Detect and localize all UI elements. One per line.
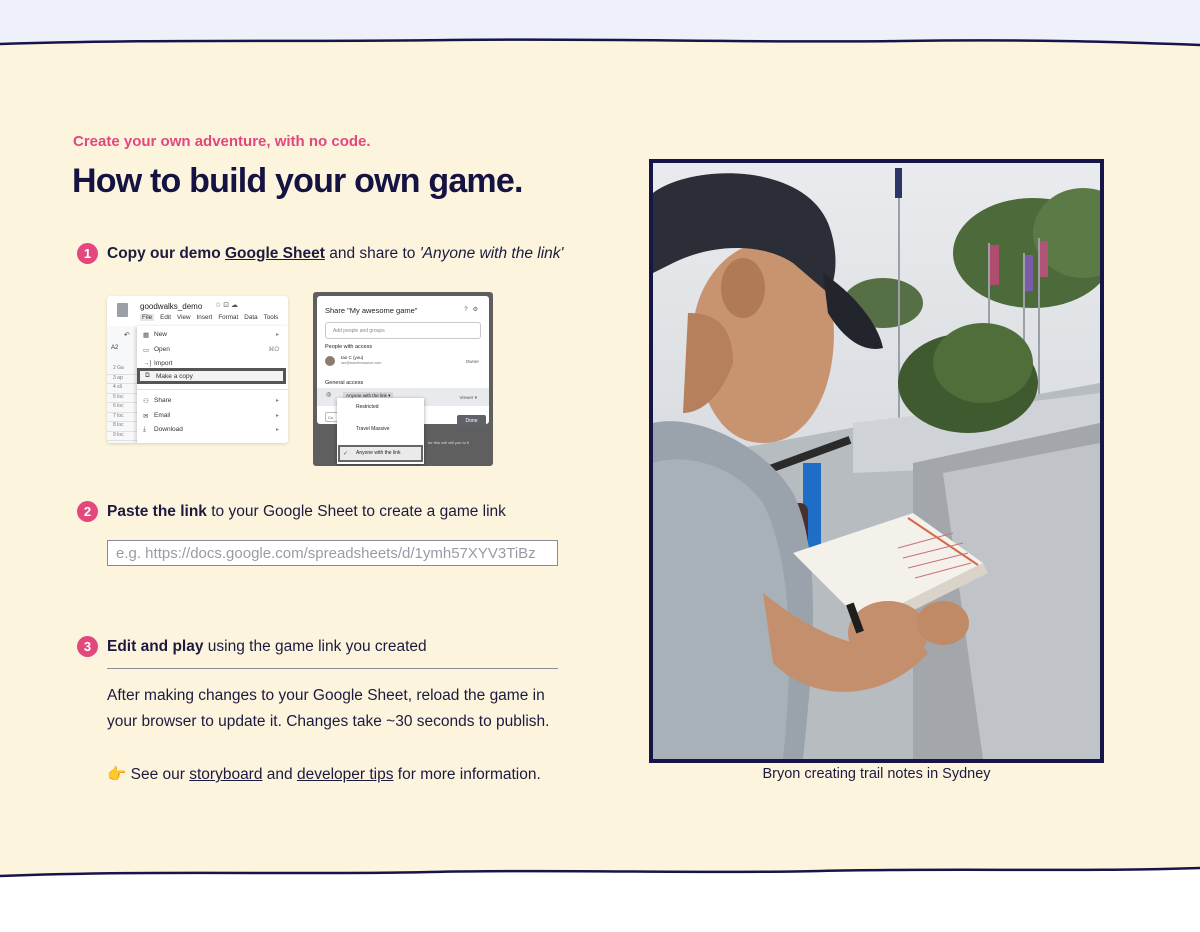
- more-info-middle: and: [266, 766, 293, 783]
- grid-row: 8 loc: [107, 422, 137, 432]
- grid-row: 4 sli: [107, 384, 137, 394]
- menu-tools: Tools: [263, 314, 279, 321]
- step-3-text: using the game link you created: [207, 637, 427, 655]
- step-1: [77, 243, 563, 264]
- file-menu: [137, 326, 288, 443]
- step-number-badge: 2: [77, 501, 98, 522]
- menu-item-import: →] Import: [143, 360, 173, 367]
- sheet-menubar: [140, 314, 278, 321]
- pointing-hand-icon: 👉: [107, 766, 127, 783]
- more-info-suffix: for more information.: [397, 766, 541, 783]
- background-text: for this cell will you to fi: [428, 440, 469, 445]
- menu-insert: Insert: [196, 314, 213, 321]
- people-with-access-label: People with access: [325, 344, 373, 350]
- grid-row: 5 loc: [107, 394, 137, 404]
- menu-edit: Edit: [160, 314, 172, 321]
- more-info: [107, 765, 541, 784]
- dropdown-item-anyone-with-link: Anyone with the link: [356, 450, 401, 456]
- grid-row: 3 ap: [107, 375, 137, 385]
- avatar: [325, 356, 335, 366]
- menu-item-open: ▭ Open ⌘O: [143, 346, 279, 354]
- copy-link-button: Co: [325, 412, 339, 422]
- cell-reference: A2: [111, 345, 119, 351]
- menu-item-email: ✉ Email ▸: [143, 412, 279, 420]
- dropdown-item-travel-massive: Travel Massive: [356, 426, 390, 432]
- doc-title-icons: ☆ ⊡ ☁: [215, 302, 239, 309]
- storyboard-link[interactable]: storyboard: [189, 766, 263, 783]
- step-1-italic: 'Anyone with the link': [419, 244, 564, 262]
- grid-row: 6 loc: [107, 403, 137, 413]
- trail-notes-photo: [649, 159, 1104, 763]
- owner-email: ian@travelmassive.com: [341, 361, 382, 365]
- viewer-select: Viewer ▾: [459, 395, 477, 400]
- sheet-menu-screenshot: [107, 296, 288, 443]
- menu-item-make-a-copy: ⧉ Make a copy: [137, 368, 286, 384]
- grid-row: 7 loc: [107, 413, 137, 423]
- menu-divider: [137, 389, 288, 390]
- menu-format: Format: [218, 314, 239, 321]
- step-1-text: and share to: [329, 244, 416, 262]
- doc-title: goodwalks_demo: [140, 302, 203, 311]
- description-text: After making changes to your Google Sheet, reload the game in your browser to update it. Changes take ~30 seconds to publish.: [107, 687, 550, 730]
- sheets-icon: [117, 303, 128, 317]
- step-1-bold: Copy our demo: [107, 244, 221, 262]
- owner-role: Owner: [465, 359, 479, 364]
- general-access-label: General access: [325, 380, 364, 386]
- photo-caption: Bryon creating trail notes in Sydney: [762, 766, 991, 782]
- menu-item-new: ▦ New ▸: [143, 331, 279, 339]
- help-settings-icons: ?⚙: [464, 307, 483, 313]
- step-number-badge: 3: [77, 636, 98, 657]
- sheet-grid: [107, 365, 137, 441]
- access-select: Anyone with the link ▾: [343, 392, 393, 400]
- google-sheet-link[interactable]: Google Sheet: [224, 244, 325, 262]
- menu-view: View: [177, 314, 191, 321]
- dropdown-item-restricted: Restricted: [356, 404, 379, 410]
- access-dropdown: [337, 398, 424, 464]
- done-button: Done: [457, 415, 486, 427]
- globe-icon: ◎: [326, 392, 332, 398]
- more-info-prefix: See our: [130, 766, 185, 783]
- grid-row: 9 loc: [107, 432, 137, 442]
- share-dialog-screenshot: [313, 292, 493, 466]
- eyebrow-text: Create your own adventure, with no code.: [73, 133, 371, 150]
- owner-name: Ian C (you): [341, 355, 364, 360]
- divider: [107, 668, 558, 669]
- grid-row: 2 Ga: [107, 365, 137, 375]
- menu-file: File: [142, 314, 153, 321]
- menu-data: Data: [244, 314, 258, 321]
- menu-item-share: ⚇ Share ▸: [143, 397, 279, 405]
- step-3-bold: Edit and play: [107, 637, 204, 655]
- step-number-badge: 1: [77, 243, 98, 264]
- share-dialog-title: Share "My awesome game": [325, 306, 418, 315]
- developer-tips-link[interactable]: developer tips: [296, 766, 394, 783]
- step-2-text: to your Google Sheet to create a game link: [211, 502, 506, 520]
- sheet-link-input[interactable]: [107, 540, 558, 566]
- page-title: How to build your own game.: [72, 162, 523, 200]
- add-people-field: Add people and groups: [325, 322, 481, 339]
- step-2: [77, 501, 506, 522]
- step-2-bold: Paste the link: [107, 502, 207, 520]
- undo-icon: ↶: [124, 332, 130, 339]
- check-icon: ✓: [343, 451, 349, 457]
- menu-item-download: ⤓ Download ▸: [143, 426, 279, 433]
- step-3: [77, 636, 427, 657]
